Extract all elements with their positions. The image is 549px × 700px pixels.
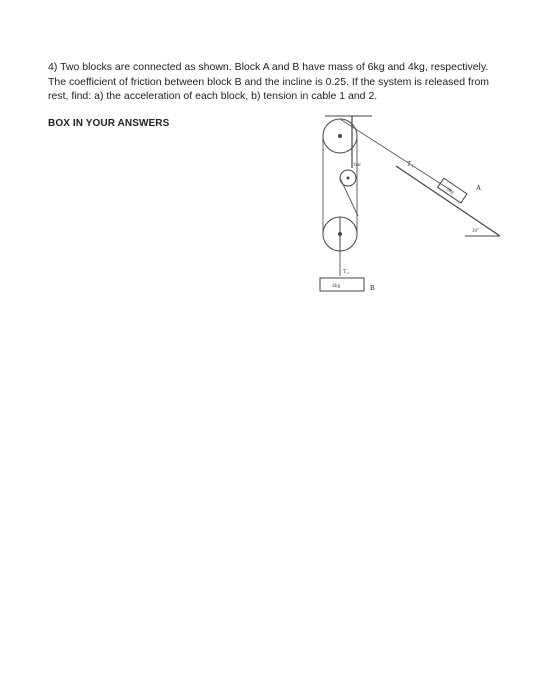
- block-a: [438, 178, 467, 203]
- problem-line-3: rest, find: a) the acceleration of each block, b) tension in cable 1 and 2.: [48, 90, 378, 102]
- label-t2: T₂: [343, 269, 349, 275]
- block-b-label: B: [370, 284, 375, 292]
- label-bar: bar: [354, 162, 362, 168]
- middle-pulley-axle: [347, 177, 350, 180]
- cable-strand-middle: [340, 178, 358, 216]
- block-b-mass: 4kg: [332, 283, 341, 289]
- incline-surface: [396, 166, 500, 236]
- answer-instruction: BOX IN YOUR ANSWERS: [48, 118, 170, 129]
- block-a-mass: 6kg: [445, 187, 455, 196]
- problem-line-2: The coefficient of friction between block B and the incline is 0.25. If the system is released from: [48, 75, 490, 88]
- problem-line-1: 4) Two blocks are connected as shown. Block A and B have mass of 6kg and 4kg, respectively.: [48, 61, 489, 73]
- block-b: [320, 278, 364, 291]
- problem-statement: [48, 60, 518, 104]
- incline-angle: 30°: [472, 229, 479, 234]
- pulley-incline-diagram: [300, 108, 520, 308]
- block-a-label: A: [476, 184, 482, 192]
- label-t1: T₁: [407, 160, 414, 168]
- top-pulley-axle: [338, 134, 342, 138]
